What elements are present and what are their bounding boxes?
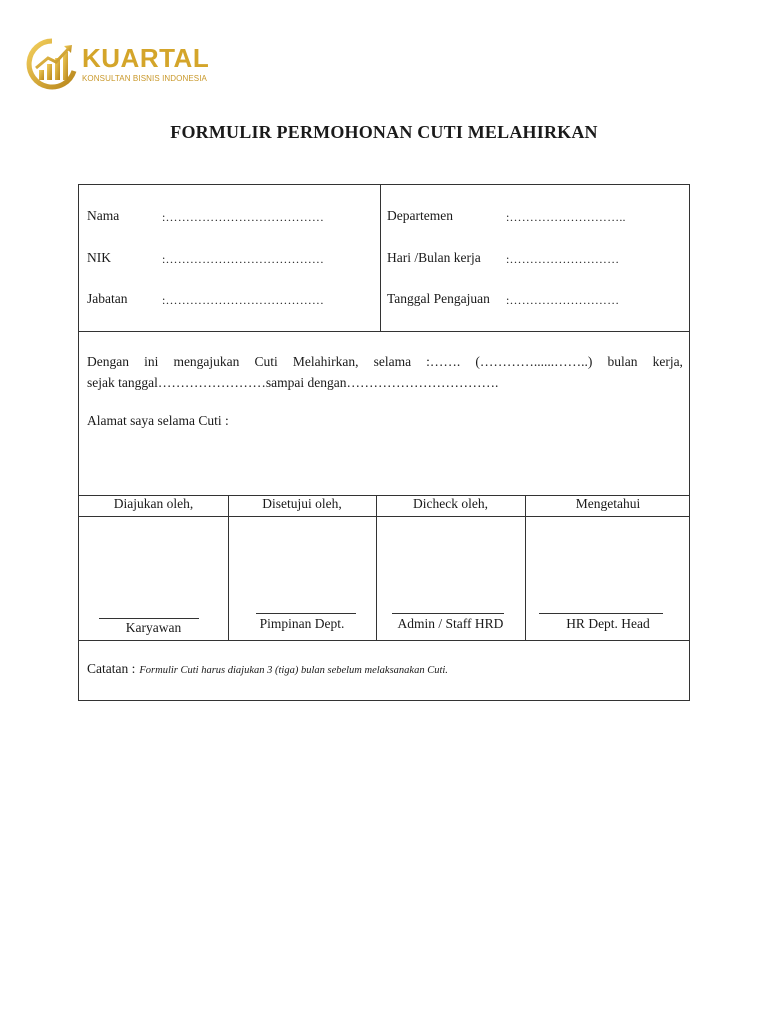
approval-header-checked: Dicheck oleh, [413, 496, 488, 511]
request-word: Cuti [254, 354, 278, 369]
brand-name: KUARTAL [82, 43, 210, 73]
company-logo [26, 38, 226, 94]
department-field[interactable]: :……………………….. [506, 210, 626, 224]
leave-duration-field[interactable]: :……. [426, 354, 461, 369]
divider [380, 185, 381, 331]
signer-dept-head: Pimpinan Dept. [259, 616, 345, 631]
signer-hrd-staff: Admin / Staff HRD [397, 616, 504, 631]
name-label: Nama [87, 208, 120, 223]
department-label: Departemen [387, 208, 453, 223]
request-word: Dengan [87, 354, 129, 369]
address-label: Alamat saya selama Cuti : [87, 413, 229, 428]
signature-line-hrd-staff[interactable] [392, 613, 504, 614]
request-word: bulan [607, 354, 638, 369]
position-label: Jabatan [87, 291, 128, 306]
approval-header-approved: Disetujui oleh, [262, 496, 342, 511]
gold-chart-emblem-icon [26, 38, 78, 92]
note-text: Formulir Cuti harus diajukan 3 (tiga) bulan sebelum melaksanakan Cuti. [139, 665, 448, 676]
divider [79, 331, 689, 332]
brand-tagline: KONSULTAN BISNIS INDONESIA [82, 74, 207, 83]
signature-line-dept-head[interactable] [256, 613, 356, 614]
signer-employee: Karyawan [125, 620, 182, 635]
divider [79, 640, 689, 641]
signature-line-hr-head[interactable] [539, 613, 663, 614]
approval-header-submitted: Diajukan oleh, [113, 496, 194, 511]
request-statement [87, 351, 683, 393]
submission-date-field[interactable]: :……………………… [506, 293, 620, 307]
work-days-label: Hari /Bulan kerja [387, 250, 481, 265]
leave-period-line[interactable]: sejak tanggal……………………sampai dengan……………………………. [87, 375, 499, 390]
request-line-1 [87, 351, 683, 372]
request-word: selama [373, 354, 412, 369]
request-word: kerja, [652, 354, 683, 369]
nik-field[interactable]: :………………………………… [162, 252, 325, 266]
note [87, 661, 448, 677]
submission-date-label: Tanggal Pengajuan [387, 291, 490, 306]
request-word: ini [144, 354, 159, 369]
approval-header-acknowledged: Mengetahui [575, 496, 641, 511]
leave-duration-words-field[interactable]: (…………......……..) [475, 354, 593, 369]
name-field[interactable]: :………………………………… [162, 210, 325, 224]
form-title: FORMULIR PERMOHONAN CUTI MELAHIRKAN [170, 122, 598, 142]
nik-label: NIK [87, 250, 111, 265]
leave-form [78, 184, 690, 701]
request-word: Melahirkan, [292, 354, 359, 369]
divider [79, 516, 689, 517]
note-label: Catatan : [87, 661, 136, 676]
work-days-field[interactable]: :……………………… [506, 252, 620, 266]
position-field[interactable]: :………………………………… [162, 293, 325, 307]
request-word: mengajukan [173, 354, 240, 369]
signature-line-employee[interactable] [99, 618, 199, 619]
signer-hr-head: HR Dept. Head [566, 616, 650, 631]
